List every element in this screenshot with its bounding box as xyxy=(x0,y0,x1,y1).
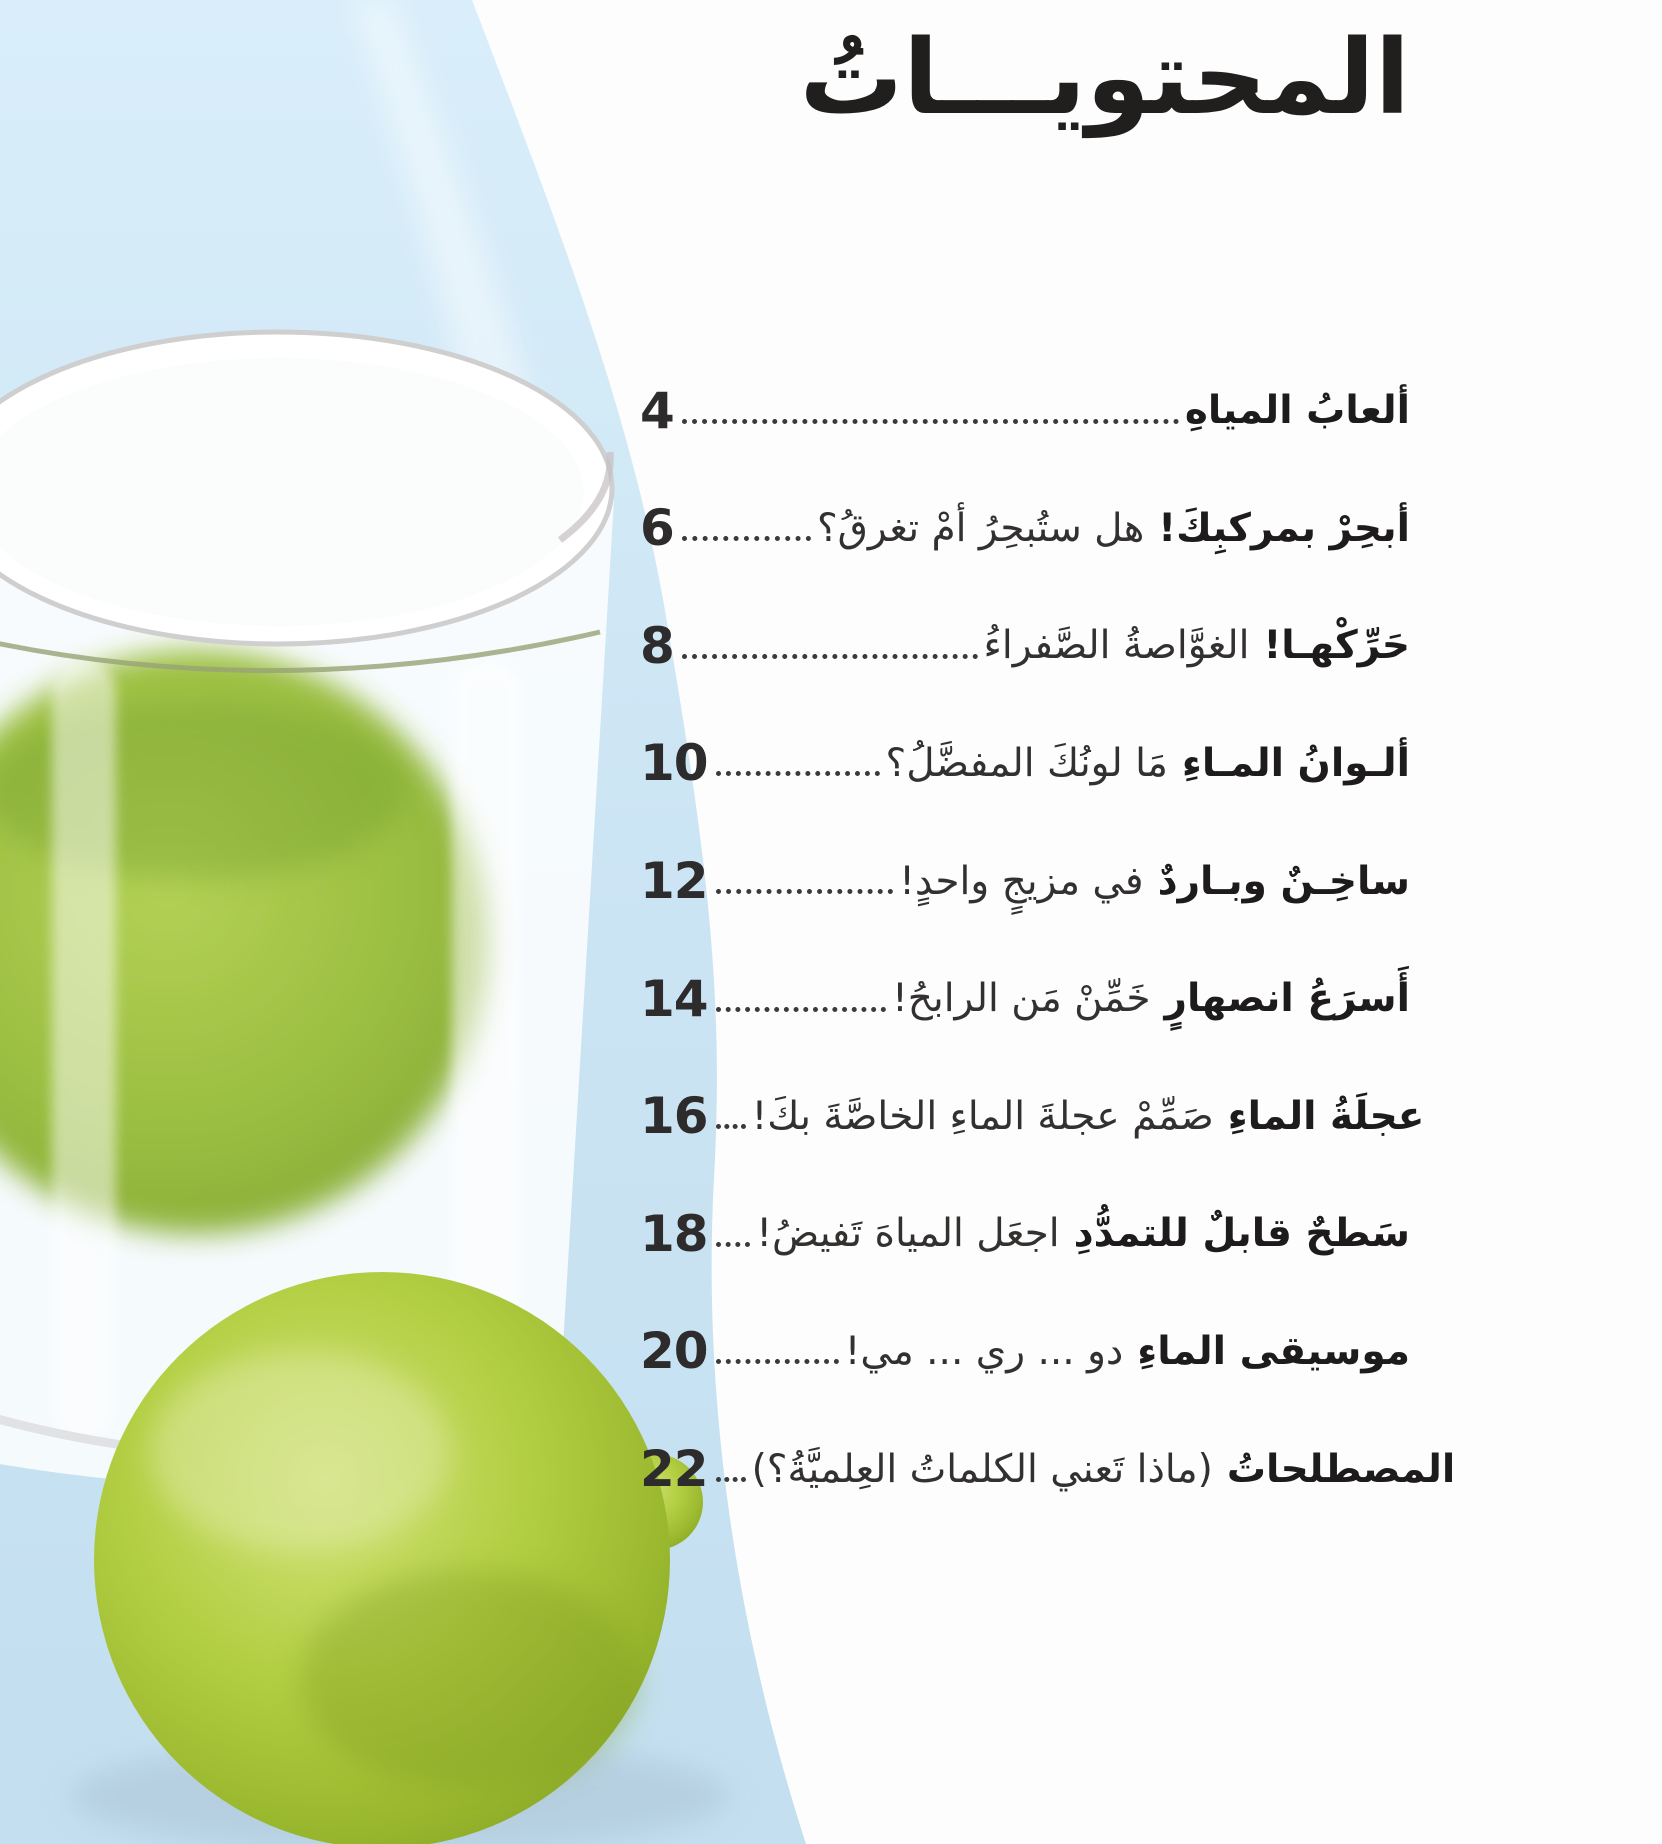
toc-entry-title-rest: (ماذا تَعني الكلماتُ العِلميَّةُ؟) xyxy=(751,1446,1213,1492)
toc-entry-title-bold: ساخِـنٌ وبـاردٌ xyxy=(1157,858,1410,904)
toc-entry xyxy=(640,444,1410,562)
toc-entry-title-rest: صَمِّمْ عجلةَ الماءِ الخاصَّةَ بكَ! xyxy=(751,1093,1214,1139)
toc-entry-title-rest: هل ستُبحِرُ أمْ تغرقُ؟ xyxy=(816,505,1145,551)
toc-entry-title-bold: ألعابُ المياهِ xyxy=(1184,388,1410,434)
toc-entry-title-bold: أَسرَعُ انصهارٍ xyxy=(1164,976,1410,1022)
toc-entry-title-bold: المصطلحاتُ xyxy=(1226,1446,1456,1492)
dot-leader xyxy=(716,1242,751,1247)
toc-entry-title xyxy=(752,1087,1425,1147)
toc-entry-title-bold: موسيقى الماءِ xyxy=(1137,1328,1410,1374)
toc-entry-title xyxy=(845,1322,1410,1382)
toc-page-number: 12 xyxy=(640,851,708,910)
toc-entry-title-rest: في مزيجٍ واحدٍ! xyxy=(899,858,1144,904)
dot-leader xyxy=(716,1124,746,1129)
toc-page-number: 20 xyxy=(640,1322,708,1381)
toc-entry-title-rest: مَا لونُكَ المفضَّلُ؟ xyxy=(885,740,1168,786)
toc-page-number: 6 xyxy=(640,499,674,558)
toc-page-number: 16 xyxy=(640,1087,708,1146)
toc-entry xyxy=(640,796,1410,914)
dot-leader xyxy=(716,771,880,776)
dot-leader xyxy=(716,1477,746,1482)
toc-list xyxy=(640,326,1456,1502)
dot-leader xyxy=(716,889,894,894)
toc-entry-title-rest: دو ... ري ... مي! xyxy=(844,1328,1124,1374)
toc-entry xyxy=(640,1384,1456,1502)
dot-leader xyxy=(682,654,978,659)
toc-entry xyxy=(640,561,1410,679)
toc-entry-title-bold: أبحِرْ بمركبِكَ! xyxy=(1158,505,1410,551)
toc-entry-title-rest: اجعَل المياهَ تَفيضُ! xyxy=(756,1211,1060,1257)
toc-entry xyxy=(640,1267,1410,1385)
dot-leader xyxy=(682,536,811,541)
toc-entry xyxy=(640,326,1410,444)
toc-entry-title-bold: عجلَةُ الماءِ xyxy=(1227,1093,1425,1139)
toc-entry-title-bold: ألـوانُ المـاءِ xyxy=(1181,740,1410,786)
toc-entry-title xyxy=(752,1440,1456,1500)
page-title: المحتويـــاتُ xyxy=(799,18,1410,138)
toc-entry-title-rest: الغوَّاصةُ الصَّفراءُ xyxy=(983,623,1250,669)
toc-page-number: 14 xyxy=(640,969,708,1028)
toc-entry-title-bold: سَطحٌ قابلٌ للتمدُّدِ xyxy=(1073,1211,1410,1257)
dot-leader xyxy=(716,1359,839,1364)
toc-entry xyxy=(640,914,1410,1032)
toc-entry-title-rest: خَمِّنْ مَن الرابحُ! xyxy=(892,976,1151,1022)
toc-entry-title xyxy=(756,1204,1410,1264)
toc-page-number: 10 xyxy=(640,734,708,793)
dot-leader xyxy=(682,419,1179,424)
toc-entry xyxy=(640,1149,1410,1267)
toc-entry-title xyxy=(817,499,1410,559)
toc-entry-title xyxy=(984,616,1410,676)
toc-entry-title xyxy=(892,969,1410,1029)
toc-entry-title-bold: حَرِّكْهـا! xyxy=(1263,623,1410,669)
toc-page-number: 18 xyxy=(640,1204,708,1263)
toc-page-number: 22 xyxy=(640,1439,708,1498)
toc-entry-title xyxy=(886,734,1410,794)
toc-entry xyxy=(640,1032,1425,1150)
toc-entry-title xyxy=(899,852,1410,912)
toc-entry-title xyxy=(1185,381,1410,441)
toc-page-number: 8 xyxy=(640,616,674,675)
toc-entry xyxy=(640,679,1410,797)
toc-page-number: 4 xyxy=(640,381,674,440)
dot-leader xyxy=(716,1007,886,1012)
